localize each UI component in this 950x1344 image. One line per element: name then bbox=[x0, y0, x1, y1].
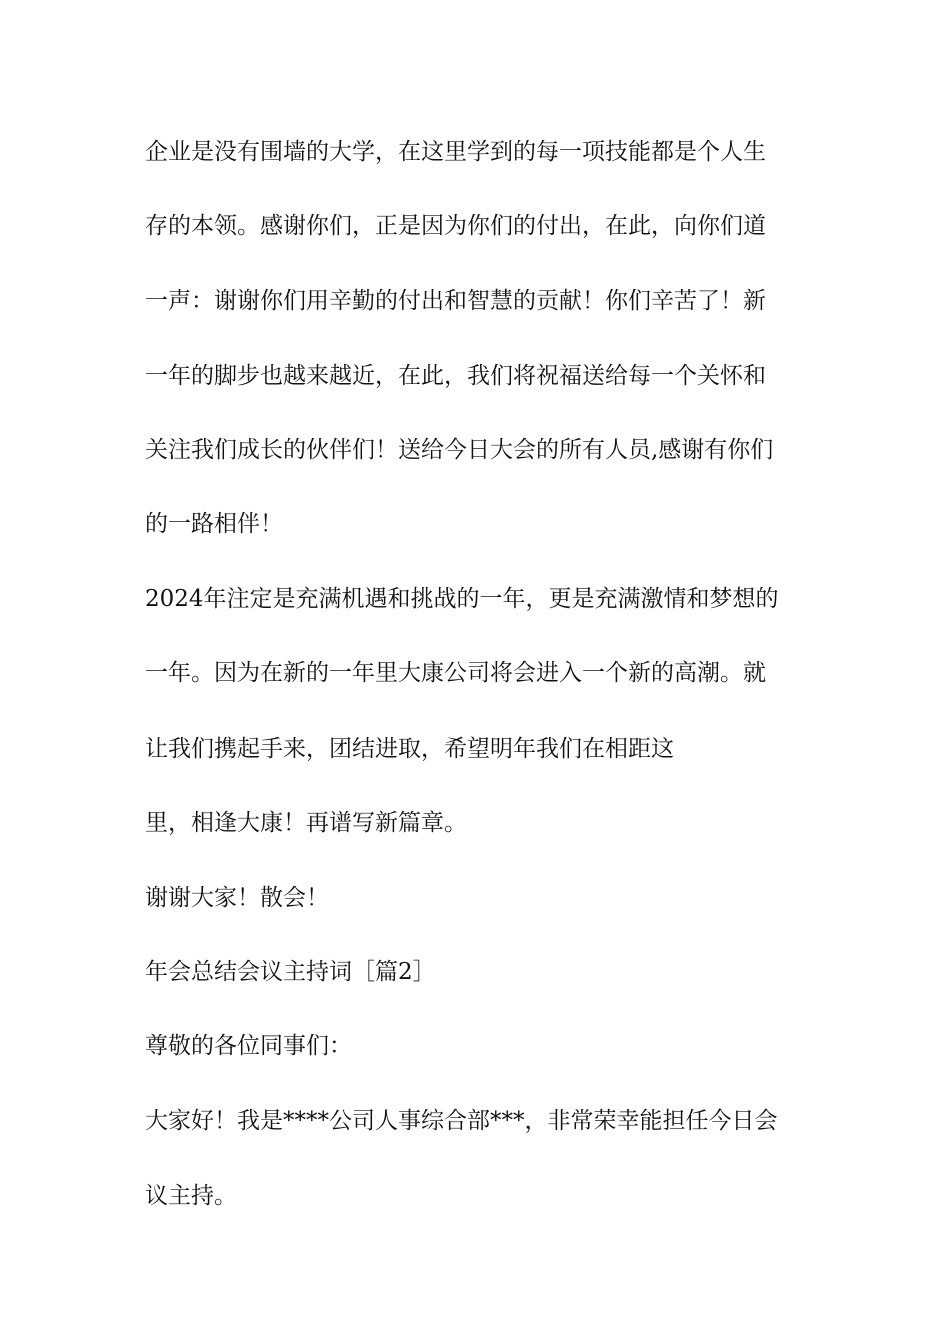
paragraph-line: 一年的脚步也越来越近，在此，我们将祝福送给每一个关怀和 bbox=[145, 363, 766, 389]
paragraph-line: 让我们携起手来，团结进取，希望明年我们在相距这 bbox=[145, 736, 674, 762]
paragraph-line: 大家好！我是****公司人事综合部***，非常荣幸能担任今日会 bbox=[145, 1108, 778, 1134]
paragraph-line: 企业是没有围墙的大学，在这里学到的每一项技能都是个人生 bbox=[145, 139, 766, 165]
paragraph-line: 议主持。 bbox=[145, 1183, 237, 1209]
section-heading: 年会总结会议主持词［篇2］ bbox=[145, 959, 436, 985]
paragraph-line: 关注我们成长的伙伴们！送给今日大会的所有人员,感谢有你们 bbox=[145, 437, 774, 463]
paragraph-line: 2024年注定是充满机遇和挑战的一年，更是充满激情和梦想的 bbox=[145, 586, 779, 612]
paragraph-line: 存的本领。感谢你们，正是因为你们的付出，在此，向你们道 bbox=[145, 213, 766, 239]
paragraph-line: 的一路相伴！ bbox=[145, 511, 283, 537]
closing-line: 谢谢大家！散会！ bbox=[145, 885, 329, 911]
paragraph-line: 一年。因为在新的一年里大康公司将会进入一个新的高潮。就 bbox=[145, 660, 766, 686]
salutation: 尊敬的各位同事们： bbox=[145, 1033, 352, 1059]
paragraph-line: 一声：谢谢你们用辛勤的付出和智慧的贡献！你们辛苦了！新 bbox=[145, 288, 766, 314]
paragraph-line: 里，相逢大康！再谱写新篇章。 bbox=[145, 810, 467, 836]
